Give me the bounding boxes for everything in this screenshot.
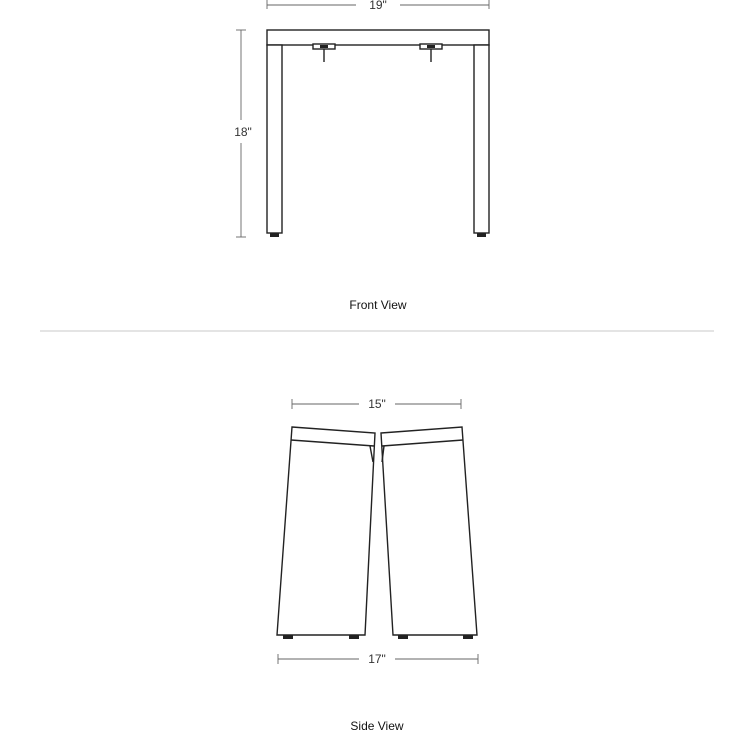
side-view — [277, 397, 478, 733]
front-left-hinge — [313, 44, 335, 62]
side-bottom-width-dimension — [278, 652, 478, 666]
side-bottom-width-label: 17" — [368, 652, 386, 666]
front-height-label: 18" — [234, 125, 252, 139]
front-width-label: 19" — [369, 0, 387, 12]
front-left-leg — [267, 45, 282, 233]
side-view-caption: Side View — [350, 719, 404, 733]
front-view — [234, 0, 489, 312]
front-left-foot — [270, 233, 279, 237]
front-tabletop — [267, 30, 489, 45]
side-top-width-dimension — [292, 397, 461, 411]
front-view-caption: Front View — [349, 298, 407, 312]
front-width-dimension — [267, 0, 489, 12]
front-right-foot — [477, 233, 486, 237]
front-right-hinge — [420, 44, 442, 62]
front-height-dimension — [234, 30, 252, 237]
side-left-panel — [277, 427, 375, 639]
front-right-leg — [474, 45, 489, 233]
side-top-width-label: 15" — [368, 397, 386, 411]
side-right-panel — [381, 427, 477, 639]
